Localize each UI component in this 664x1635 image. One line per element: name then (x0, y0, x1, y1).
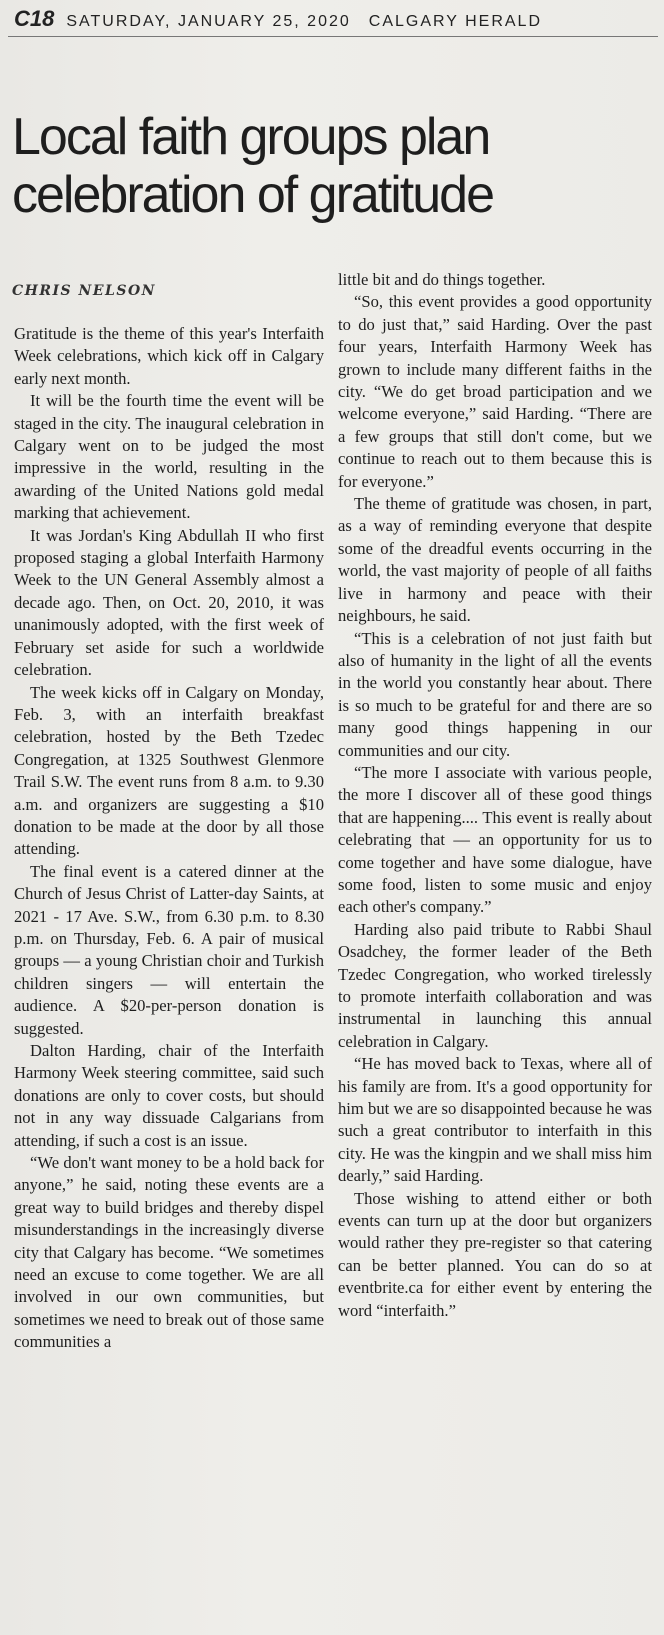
article-column-left (14, 323, 324, 1354)
paragraph: “This is a celebration of not just faith but also of humanity in the light of all the events in the world you constantly hear about. There is so much to be grateful for and there are so many good things happening in our communities and our city. (338, 628, 652, 760)
masthead-date: SATURDAY, JANUARY 25, 2020 (66, 13, 351, 30)
paragraph: The theme of gratitude was chosen, in part, as a way of reminding everyone that despite some of the dreadful events occurring in the world, the vast majority of people of all faiths live in harmony and peace with their neighbours, he said. (338, 494, 652, 626)
paragraph: “The more I associate with various people, the more I discover all of these good things that are happening.... This event is really about celebrating that — an opportunity for us to come together and have some dialogue, have some food, listen to some music and enjoy each other's company.” (338, 762, 652, 917)
paragraph: The final event is a catered dinner at the Church of Jesus Christ of Latter-day Saints, at 2021 - 17 Ave. S.W., from 6.30 p.m. to 8.30 p.m. on Thursday, Feb. 6. A pair of musical groups — a young Christian choir and Turkish children singers — will entertain the audience. A $20-per-person donation is suggested. (14, 861, 324, 1038)
paragraph: “So, this event provides a good opportunity to do just that,” said Harding. Over the past four years, Interfaith Harmony Week has grown to include many different faiths in the city. “We do get broad participation and we welcome everyone,” said Harding. “There are a few groups that still don't come, but we continue to reach out to them because this is for everyone.” (338, 292, 652, 491)
article-headline: Local faith groups plan celebration of gratitude (12, 108, 494, 224)
page-number: C18 (14, 6, 55, 31)
masthead-paper-name: CALGARY HERALD (368, 13, 543, 30)
paragraph: Those wishing to attend either or both events can turn up at the door but organizers would rather they pre-register so that catering can be better planned. You can do so at eventbrite.ca for either event by entering the word “interfaith.” (338, 1188, 652, 1320)
paragraph: Harding also paid tribute to Rabbi Shaul Osadchey, the former leader of the Beth Tzedec Congregation, who worked tirelessly to promote interfaith collaboration and was instrumental in launching this annual celebration in Calgary. (338, 919, 652, 1051)
article-byline: CHRIS NELSON (12, 283, 156, 299)
masthead (14, 6, 542, 34)
paragraph: It will be the fourth time the event will be staged in the city. The inaugural celebration in Calgary went on to be judged the most impressive in the world, resulting in the awarding of the United Nations gold medal marking that achievement. (14, 391, 324, 523)
paragraph: It was Jordan's King Abdullah II who first proposed staging a global Interfaith Harmony Week to the UN General Assembly almost a decade ago. Then, on Oct. 20, 2010, it was unanimously adopted, with the first week of February set aside for such a worldwide celebration. (14, 525, 324, 680)
article-column-right (338, 269, 652, 1322)
paragraph: “He has moved back to Texas, where all of his family are from. It's a good opportunity for him but we are so disappointed because he was such a great contributor to interfaith in this city. He was the kingpin and we shall miss him dearly,” said Harding. (338, 1054, 652, 1186)
masthead-rule (8, 36, 658, 37)
paragraph-continuation: little bit and do things together. (338, 270, 546, 289)
paragraph: “We don't want money to be a hold back for anyone,” he said, noting these events are a great way to build bridges and thereby dispel misunderstandings in the increasingly diverse city that Calgary has become. “We sometimes need an excuse to come together. We are all involved in our own communities, but sometimes we need to break out of those same communities a (14, 1153, 324, 1352)
paragraph: Gratitude is the theme of this year's Interfaith Week celebrations, which kick off in Calgary early next month. (14, 324, 324, 388)
paragraph: Dalton Harding, chair of the Interfaith Harmony Week steering committee, said such donations are only to cover costs, but should not in any way dissuade Calgarians from attending, if such a cost is an issue. (14, 1041, 324, 1150)
paragraph: The week kicks off in Calgary on Monday, Feb. 3, with an interfaith breakfast celebration, hosted by the Beth Tzedec Congregation, at 1325 Southwest Glenmore Trail S.W. The event runs from 8 a.m. to 9.30 a.m. and organizers are suggesting a $10 donation to be made at the door by all those attending. (14, 682, 324, 859)
